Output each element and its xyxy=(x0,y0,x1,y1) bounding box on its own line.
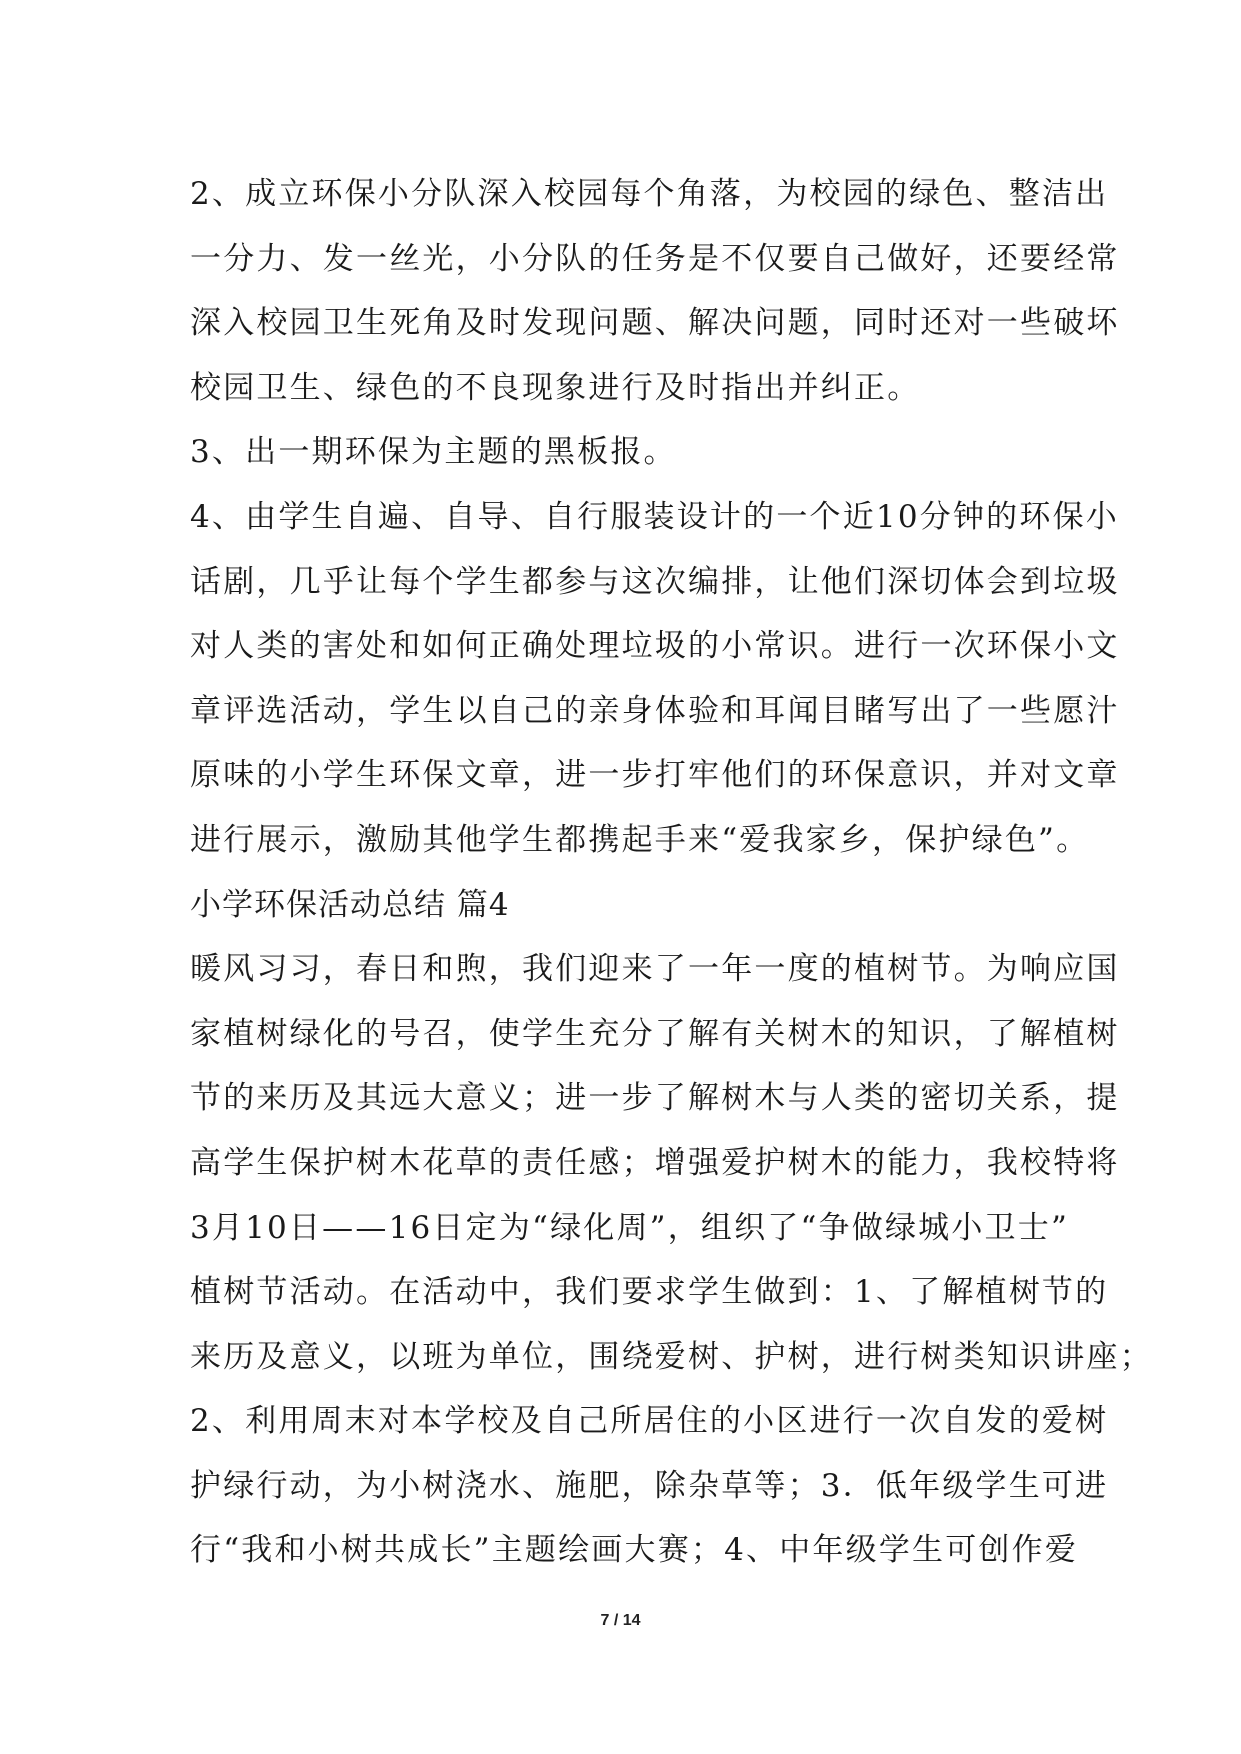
text-line: 一分力、发一丝光，小分队的任务是不仅要自己做好，还要经常 xyxy=(190,240,1120,277)
text-line: 家植树绿化的号召，使学生充分了解有关树木的知识，了解植树 xyxy=(190,1015,1120,1052)
text-line: 章评选活动，学生以自己的亲身体验和耳闻目睹写出了一些愿汁 xyxy=(190,692,1120,729)
text-line: 行“我和小树共成长”主题绘画大赛；4、中年级学生可创作爱 xyxy=(190,1532,1079,1569)
text-line: 原味的小学生环保文章，进一步打牢他们的环保意识，并对文章 xyxy=(190,757,1120,794)
text-line: 来历及意义，以班为单位，围绕爱树、护树，进行树类知识讲座； xyxy=(190,1338,1153,1375)
text-line: 话剧，几乎让每个学生都参与这次编排，让他们深切体会到垃圾 xyxy=(190,563,1120,600)
text-line: 3、出一期环保为主题的黑板报。 xyxy=(190,434,677,471)
text-line: 校园卫生、绿色的不良现象进行及时指出并纠正。 xyxy=(190,369,921,406)
text-line: 高学生保护树木花草的责任感；增强爱护树木的能力，我校特将 xyxy=(190,1144,1120,1181)
text-line: 2、利用周末对本学校及自己所居住的小区进行一次自发的爱树 xyxy=(190,1403,1109,1440)
text-line: 进行展示，激励其他学生都携起手来“爱我家乡，保护绿色”。 xyxy=(190,821,1090,858)
section-heading: 小学环保活动总结 篇4 xyxy=(190,886,510,923)
text-line: 节的来历及其远大意义；进一步了解树木与人类的密切关系，提 xyxy=(190,1080,1120,1117)
text-line: 3月10日——16日定为“绿化周”，组织了“争做绿城小卫士” xyxy=(190,1209,1070,1246)
text-line: 植树节活动。在活动中，我们要求学生做到：1、了解植树节的 xyxy=(190,1274,1109,1311)
document-body xyxy=(190,162,1153,1583)
page-number: 7 / 14 xyxy=(600,1612,641,1629)
text-line: 对人类的害处和如何正确处理垃圾的小常识。进行一次环保小文 xyxy=(190,628,1120,665)
text-line: 暖风习习，春日和煦，我们迎来了一年一度的植树节。为响应国 xyxy=(190,951,1120,988)
text-line: 护绿行动，为小树浇水、施肥，除杂草等；3．低年级学生可进 xyxy=(190,1467,1109,1504)
text-line: 2、成立环保小分队深入校园每个角落，为校园的绿色、整洁出 xyxy=(190,176,1109,212)
text-line: 4、由学生自遍、自导、自行服装设计的一个近10分钟的环保小 xyxy=(190,498,1119,535)
text-line: 深入校园卫生死角及时发现问题、解决问题，同时还对一些破坏 xyxy=(190,305,1120,342)
